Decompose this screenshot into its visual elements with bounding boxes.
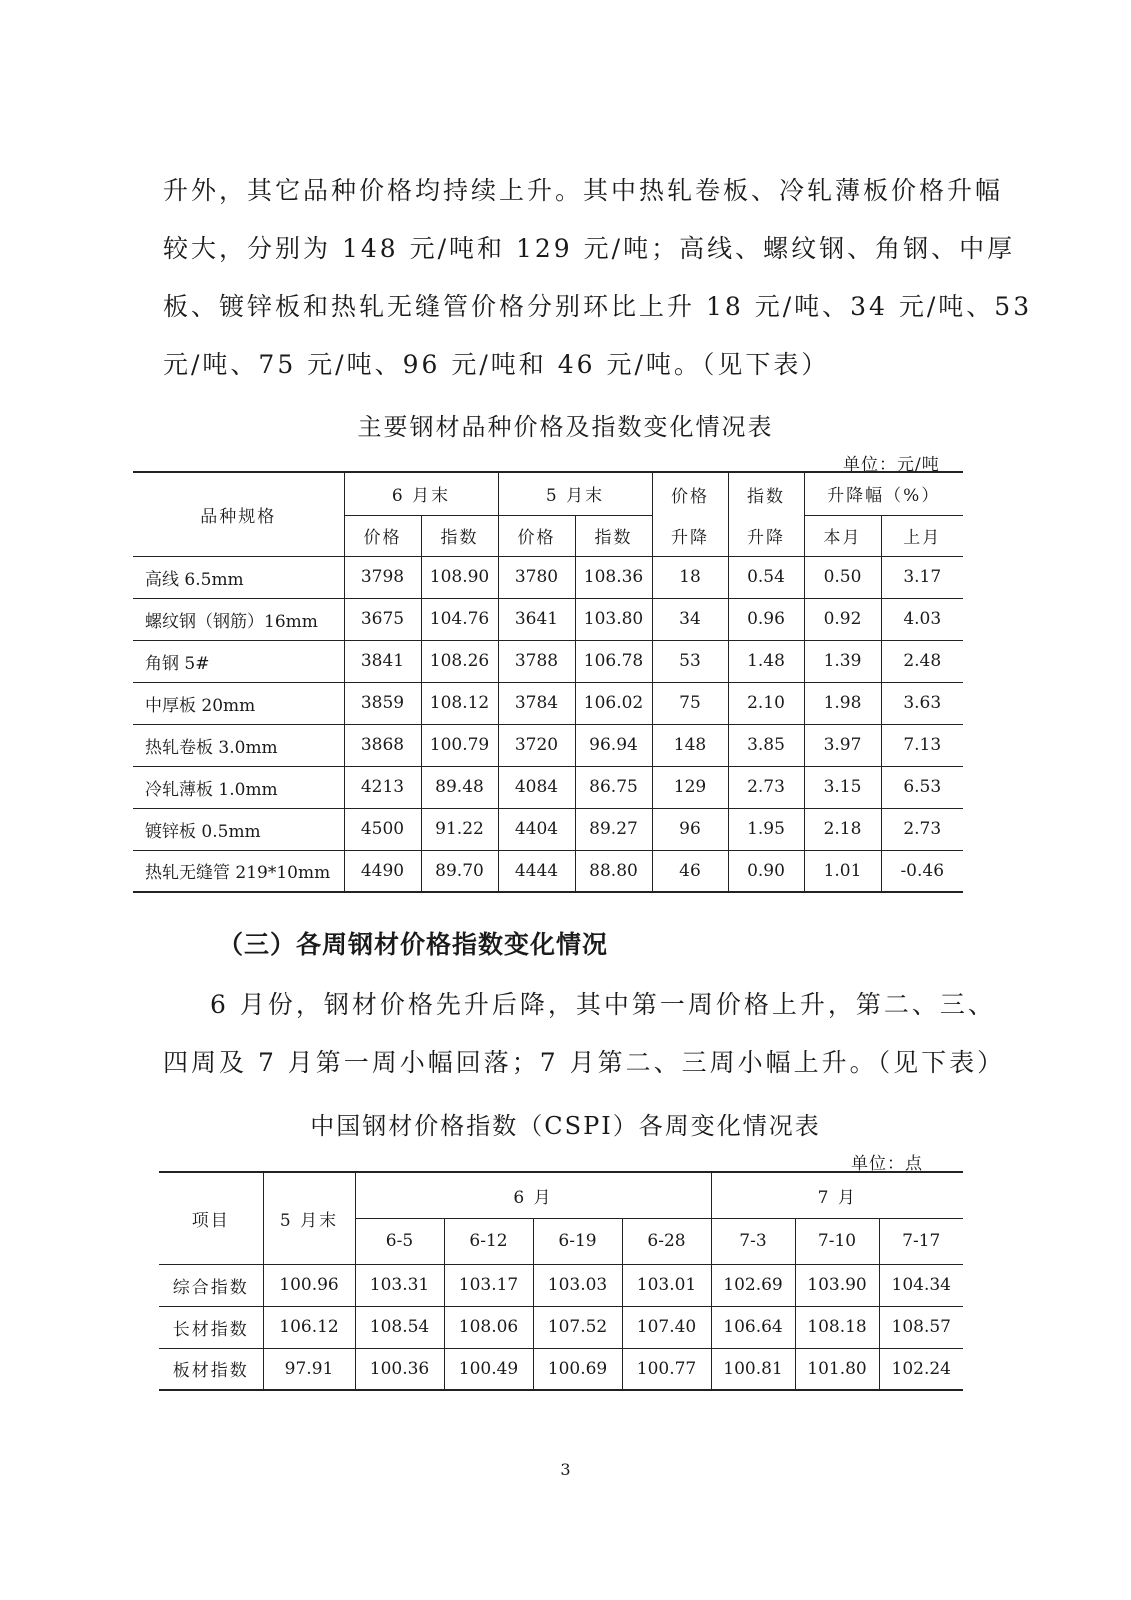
- this-month-rate-cell: 0.92: [804, 598, 881, 640]
- index-value-cell: 100.96: [263, 1264, 355, 1306]
- table-row: [133, 598, 963, 640]
- june-index-cell: 108.90: [421, 556, 498, 598]
- june-price-cell: 3859: [344, 682, 421, 724]
- may-index-cell: 108.36: [575, 556, 652, 598]
- variety-cell: 螺纹钢（钢筋）16mm: [133, 598, 344, 640]
- table-row: [133, 556, 963, 598]
- june-price-cell: 4500: [344, 808, 421, 850]
- index-change-cell: 2.73: [728, 766, 804, 808]
- this-month-rate-cell: 3.15: [804, 766, 881, 808]
- header-index-change-bottom: 升降: [728, 515, 804, 556]
- june-index-cell: 108.26: [421, 640, 498, 682]
- june-price-cell: 3841: [344, 640, 421, 682]
- june-index-cell: 89.70: [421, 850, 498, 892]
- text-line: 板、镀锌板和热轧无缝管价格分别环比上升 18 元/吨、34 元/吨、53: [163, 292, 1033, 321]
- index-value-cell: 100.81: [711, 1348, 795, 1390]
- price-change-cell: 129: [652, 766, 728, 808]
- may-price-cell: 4444: [498, 850, 575, 892]
- table2-caption: 中国钢材价格指数（CSPI）各周变化情况表: [310, 1112, 821, 1140]
- variety-cell: 热轧卷板 3.0mm: [133, 724, 344, 766]
- header-week: 6-28: [622, 1218, 711, 1264]
- header-item: 项目: [159, 1172, 263, 1264]
- price-change-cell: 75: [652, 682, 728, 724]
- may-index-cell: 106.02: [575, 682, 652, 724]
- header-last-month: 上月: [881, 515, 963, 556]
- index-name-cell: 综合指数: [159, 1264, 263, 1306]
- table-row: [133, 682, 963, 724]
- header-week: 6-12: [444, 1218, 533, 1264]
- index-name-cell: 板材指数: [159, 1348, 263, 1390]
- june-price-cell: 3868: [344, 724, 421, 766]
- text-line: 四周及 7 月第一周小幅回落；7 月第二、三周小幅上升。（见下表）: [163, 1048, 1006, 1077]
- text-line: 升外，其它品种价格均持续上升。其中热轧卷板、冷轧薄板价格升幅: [163, 176, 1004, 205]
- table-row: [159, 1348, 963, 1390]
- june-index-cell: 104.76: [421, 598, 498, 640]
- header-week: 6-5: [355, 1218, 444, 1264]
- june-price-cell: 3675: [344, 598, 421, 640]
- header-index: 指数: [421, 515, 498, 556]
- index-value-cell: 100.69: [533, 1348, 622, 1390]
- june-price-cell: 4213: [344, 766, 421, 808]
- this-month-rate-cell: 3.97: [804, 724, 881, 766]
- header-this-month: 本月: [804, 515, 881, 556]
- index-value-cell: 100.77: [622, 1348, 711, 1390]
- index-value-cell: 101.80: [795, 1348, 879, 1390]
- index-value-cell: 108.54: [355, 1306, 444, 1348]
- last-month-rate-cell: 3.63: [881, 682, 963, 724]
- table-row: [133, 850, 963, 892]
- text-line: 6 月份，钢材价格先升后降，其中第一周价格上升，第二、三、: [210, 990, 996, 1019]
- header-july: 7 月: [711, 1172, 963, 1218]
- price-index-table: [133, 471, 963, 893]
- index-value-cell: 108.18: [795, 1306, 879, 1348]
- index-value-cell: 100.49: [444, 1348, 533, 1390]
- may-index-cell: 86.75: [575, 766, 652, 808]
- index-value-cell: 108.06: [444, 1306, 533, 1348]
- may-price-cell: 3784: [498, 682, 575, 724]
- index-value-cell: 108.57: [879, 1306, 963, 1348]
- may-price-cell: 3641: [498, 598, 575, 640]
- this-month-rate-cell: 1.01: [804, 850, 881, 892]
- table-row: [133, 766, 963, 808]
- weekly-index-table: [159, 1171, 963, 1391]
- index-value-cell: 103.90: [795, 1264, 879, 1306]
- intro-paragraph: [163, 162, 1033, 394]
- variety-cell: 高线 6.5mm: [133, 556, 344, 598]
- may-index-cell: 106.78: [575, 640, 652, 682]
- may-index-cell: 88.80: [575, 850, 652, 892]
- header-end-june: 6 月末: [344, 472, 498, 515]
- variety-cell: 角钢 5#: [133, 640, 344, 682]
- june-index-cell: 100.79: [421, 724, 498, 766]
- index-value-cell: 97.91: [263, 1348, 355, 1390]
- price-change-cell: 18: [652, 556, 728, 598]
- table-row: [133, 724, 963, 766]
- header-end-may: 5 月末: [263, 1172, 355, 1264]
- index-value-cell: 103.01: [622, 1264, 711, 1306]
- this-month-rate-cell: 1.39: [804, 640, 881, 682]
- index-value-cell: 102.69: [711, 1264, 795, 1306]
- variety-cell: 中厚板 20mm: [133, 682, 344, 724]
- may-index-cell: 89.27: [575, 808, 652, 850]
- variety-cell: 冷轧薄板 1.0mm: [133, 766, 344, 808]
- index-value-cell: 104.34: [879, 1264, 963, 1306]
- last-month-rate-cell: 4.03: [881, 598, 963, 640]
- header-end-may: 5 月末: [498, 472, 652, 515]
- index-value-cell: 106.12: [263, 1306, 355, 1348]
- june-price-cell: 4490: [344, 850, 421, 892]
- section-heading: （三）各周钢材价格指数变化情况: [218, 930, 609, 959]
- index-change-cell: 0.90: [728, 850, 804, 892]
- variety-cell: 镀锌板 0.5mm: [133, 808, 344, 850]
- table2-body: [159, 1264, 963, 1390]
- may-index-cell: 96.94: [575, 724, 652, 766]
- index-value-cell: 107.52: [533, 1306, 622, 1348]
- variety-cell: 热轧无缝管 219*10mm: [133, 850, 344, 892]
- table-row: [133, 808, 963, 850]
- table-row: [159, 1264, 963, 1306]
- header-variety: 品种规格: [133, 472, 344, 556]
- index-value-cell: 103.31: [355, 1264, 444, 1306]
- index-value-cell: 103.17: [444, 1264, 533, 1306]
- header-june: 6 月: [355, 1172, 711, 1218]
- index-change-cell: 1.48: [728, 640, 804, 682]
- june-price-cell: 3798: [344, 556, 421, 598]
- price-change-cell: 53: [652, 640, 728, 682]
- table-row: [133, 640, 963, 682]
- index-name-cell: 长材指数: [159, 1306, 263, 1348]
- this-month-rate-cell: 2.18: [804, 808, 881, 850]
- table1-caption: 主要钢材品种价格及指数变化情况表: [357, 413, 774, 441]
- last-month-rate-cell: 6.53: [881, 766, 963, 808]
- header-change-rate: 升降幅（%）: [804, 472, 963, 515]
- may-price-cell: 4084: [498, 766, 575, 808]
- may-price-cell: 3788: [498, 640, 575, 682]
- index-value-cell: 106.64: [711, 1306, 795, 1348]
- index-change-cell: 0.96: [728, 598, 804, 640]
- price-change-cell: 46: [652, 850, 728, 892]
- index-change-cell: 2.10: [728, 682, 804, 724]
- header-index: 指数: [575, 515, 652, 556]
- header-week: 7-3: [711, 1218, 795, 1264]
- text-line: 较大，分别为 148 元/吨和 129 元/吨；高线、螺纹钢、角钢、中厚: [163, 234, 1016, 263]
- index-value-cell: 103.03: [533, 1264, 622, 1306]
- price-change-cell: 96: [652, 808, 728, 850]
- header-index-change-top: 指数: [728, 472, 804, 515]
- index-change-cell: 0.54: [728, 556, 804, 598]
- index-value-cell: 102.24: [879, 1348, 963, 1390]
- header-week: 6-19: [533, 1218, 622, 1264]
- last-month-rate-cell: 7.13: [881, 724, 963, 766]
- price-change-cell: 148: [652, 724, 728, 766]
- may-index-cell: 103.80: [575, 598, 652, 640]
- header-week: 7-10: [795, 1218, 879, 1264]
- may-price-cell: 3720: [498, 724, 575, 766]
- header-price-change-top: 价格: [652, 472, 728, 515]
- last-month-rate-cell: 2.73: [881, 808, 963, 850]
- june-index-cell: 89.48: [421, 766, 498, 808]
- table1-body: [133, 556, 963, 892]
- header-week: 7-17: [879, 1218, 963, 1264]
- page-number: 3: [560, 1460, 571, 1479]
- june-index-cell: 108.12: [421, 682, 498, 724]
- june-index-cell: 91.22: [421, 808, 498, 850]
- price-change-cell: 34: [652, 598, 728, 640]
- table-row: [159, 1306, 963, 1348]
- index-value-cell: 107.40: [622, 1306, 711, 1348]
- table2-unit: 单位：点: [851, 1154, 923, 1174]
- this-month-rate-cell: 1.98: [804, 682, 881, 724]
- header-price: 价格: [344, 515, 421, 556]
- this-month-rate-cell: 0.50: [804, 556, 881, 598]
- may-price-cell: 3780: [498, 556, 575, 598]
- last-month-rate-cell: 3.17: [881, 556, 963, 598]
- last-month-rate-cell: 2.48: [881, 640, 963, 682]
- header-price: 价格: [498, 515, 575, 556]
- index-change-cell: 1.95: [728, 808, 804, 850]
- table1-unit: 单位：元/吨: [843, 455, 940, 475]
- index-change-cell: 3.85: [728, 724, 804, 766]
- text-line: 元/吨、75 元/吨、96 元/吨和 46 元/吨。（见下表）: [163, 350, 830, 379]
- weekly-paragraph: [163, 976, 1006, 1092]
- header-price-change-bottom: 升降: [652, 515, 728, 556]
- may-price-cell: 4404: [498, 808, 575, 850]
- last-month-rate-cell: -0.46: [881, 850, 963, 892]
- index-value-cell: 100.36: [355, 1348, 444, 1390]
